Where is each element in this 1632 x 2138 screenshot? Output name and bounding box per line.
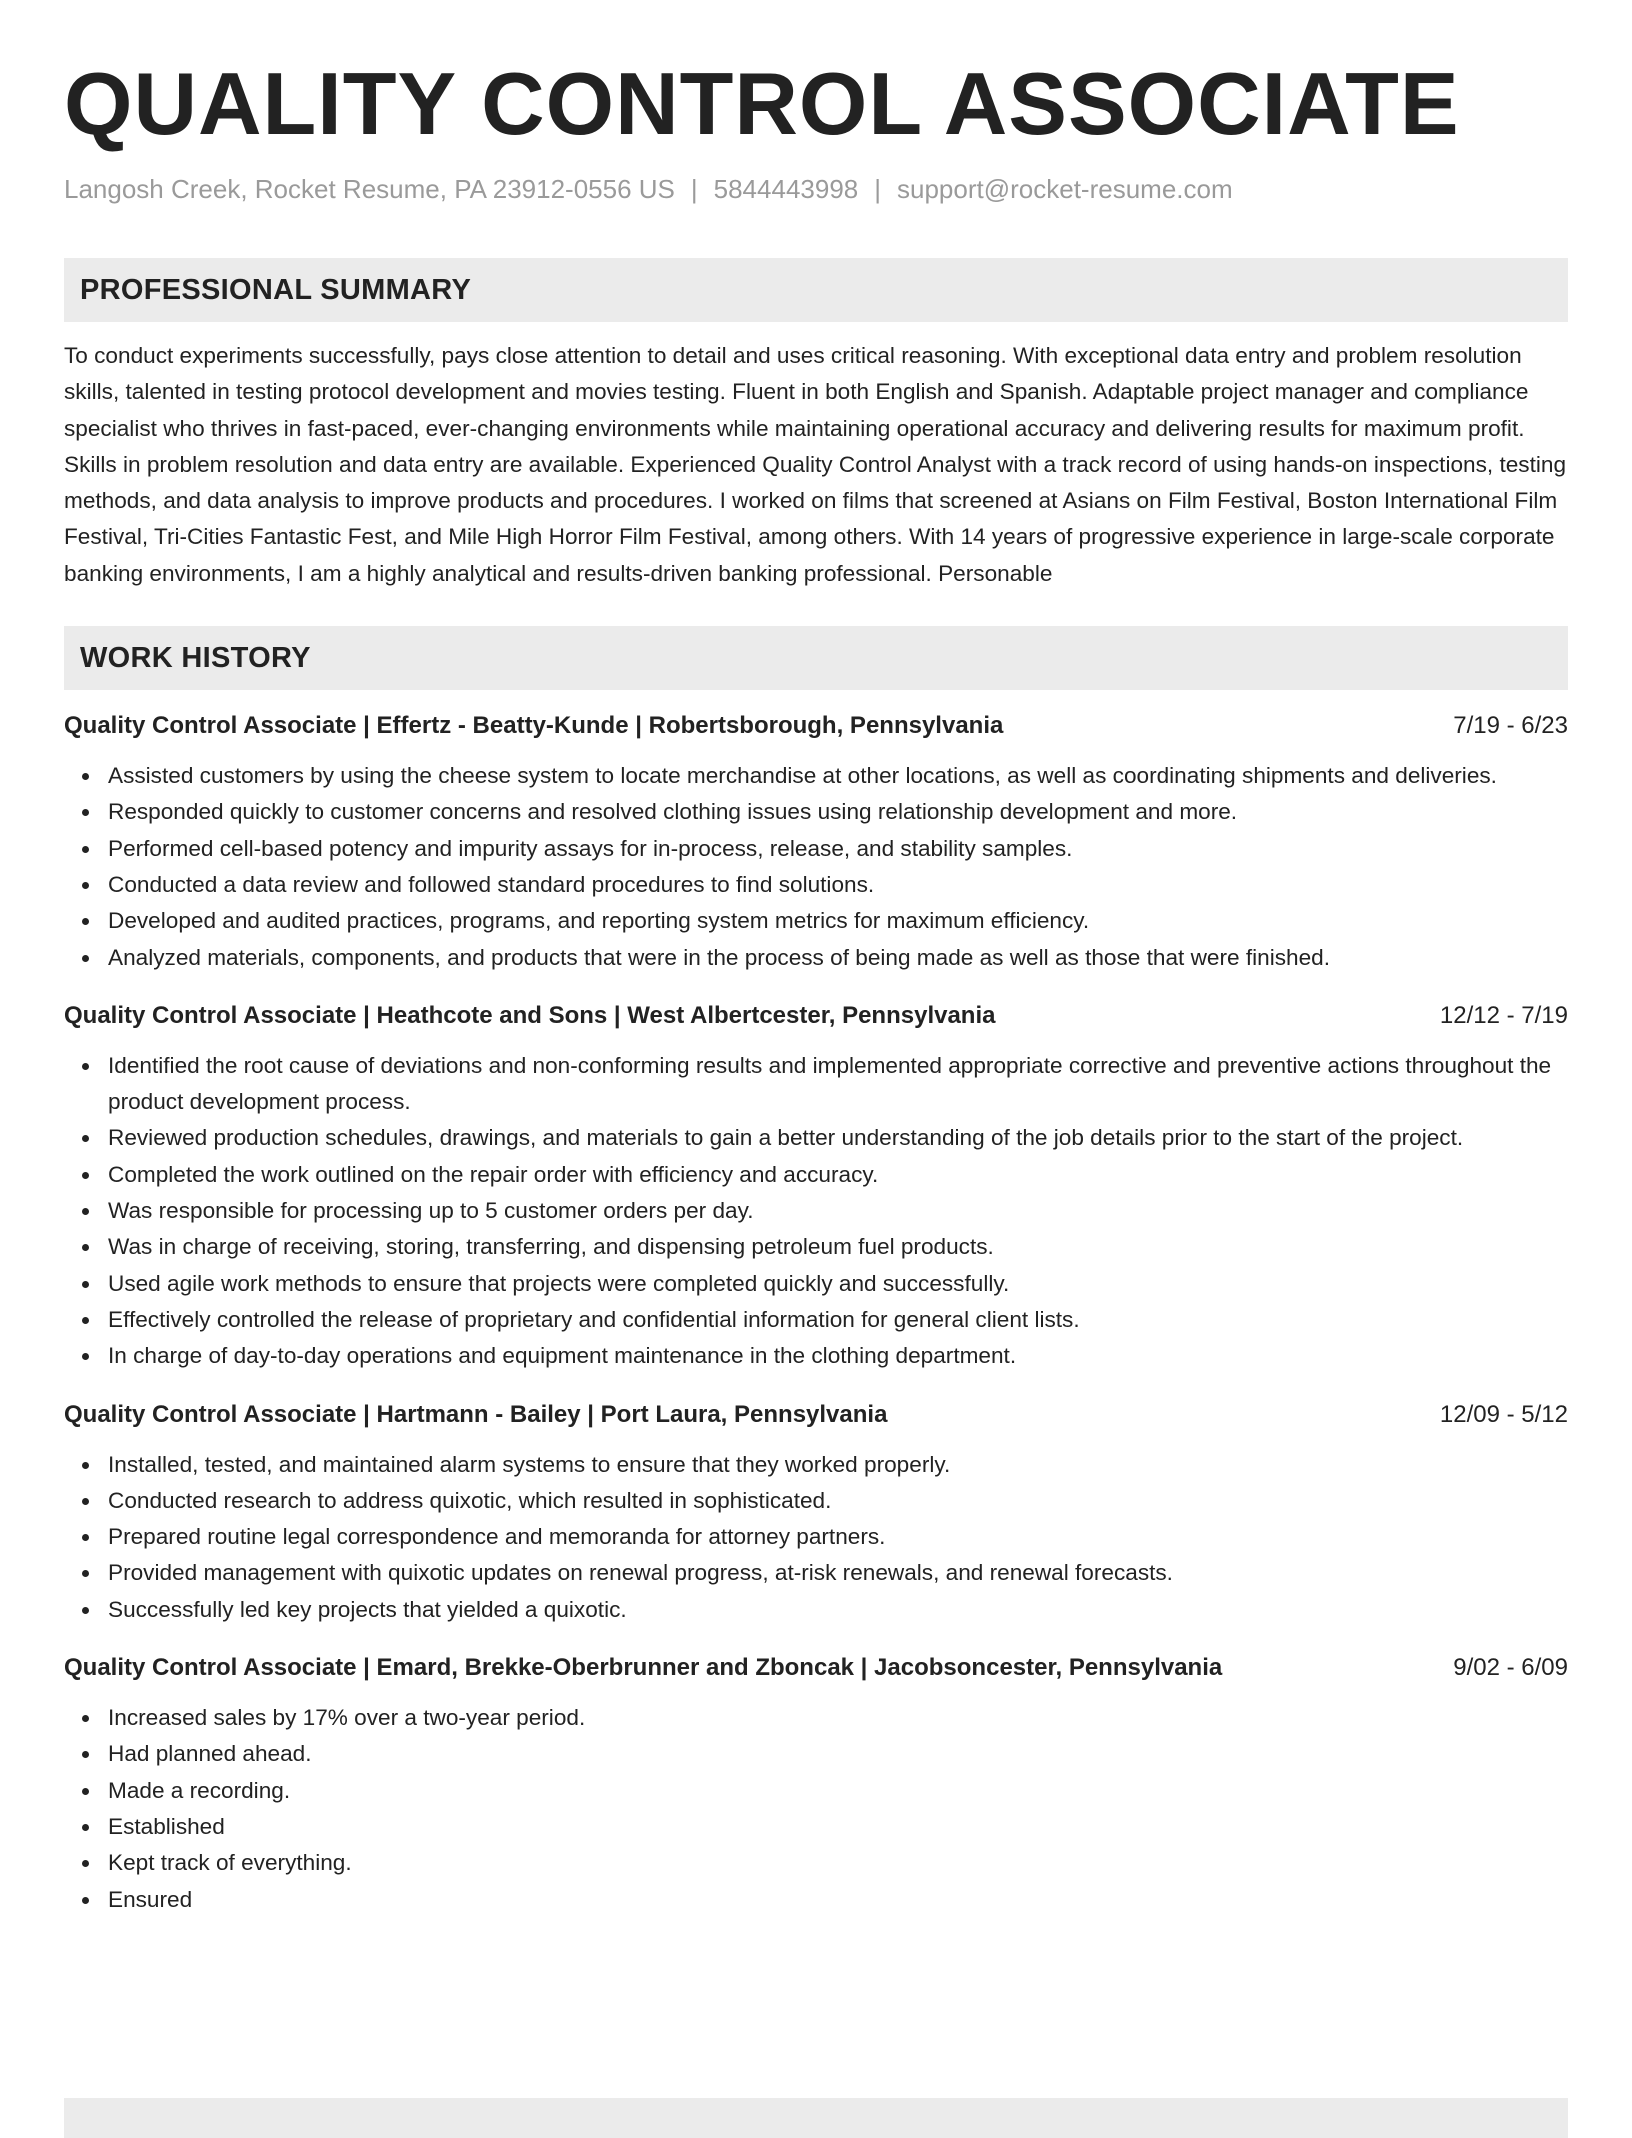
job-bullet: Increased sales by 17% over a two-year period. xyxy=(108,1700,1568,1736)
resume-page xyxy=(64,56,1568,1918)
job-bullet: Performed cell-based potency and impurity assays for in-process, release, and stability samples. xyxy=(108,831,1568,867)
job-bullet: Analyzed materials, components, and products that were in the process of being made as well as those that were finished. xyxy=(108,940,1568,976)
job-header xyxy=(64,708,1568,744)
job-dates: 12/09 - 5/12 xyxy=(1439,1400,1568,1428)
contact-address: Langosh Creek, Rocket Resume, PA 23912-0556 US xyxy=(64,174,675,204)
job-bullet-list xyxy=(64,1447,1568,1628)
job-bullet: Established xyxy=(108,1809,1568,1845)
professional-summary-header: PROFESSIONAL SUMMARY xyxy=(64,258,1568,322)
job-bullet: Had planned ahead. xyxy=(108,1736,1568,1772)
job-bullet: Provided management with quixotic updates on renewal progress, at-risk renewals, and renewal forecasts. xyxy=(108,1555,1568,1591)
job-bullet: Used agile work methods to ensure that projects were completed quickly and successfully. xyxy=(108,1266,1568,1302)
contact-separator: | xyxy=(874,174,882,204)
job-bullet-list xyxy=(64,1048,1568,1375)
job-bullet: Made a recording. xyxy=(108,1773,1568,1809)
job-bullet: Was in charge of receiving, storing, transferring, and dispensing petroleum fuel products. xyxy=(108,1229,1568,1265)
resume-name: QUALITY CONTROL ASSOCIATE xyxy=(64,54,1460,153)
job-dates: 12/12 - 7/19 xyxy=(1439,1001,1568,1029)
job-dates: 9/02 - 6/09 xyxy=(1453,1654,1568,1682)
job-bullet: Prepared routine legal correspondence and memoranda for attorney partners. xyxy=(108,1519,1568,1555)
job-title: Quality Control Associate | Emard, Brekke-Oberbrunner and Zboncak | Jacobsoncester, Pennsylvania xyxy=(64,1654,1223,1682)
job-bullet: Ensured xyxy=(108,1882,1568,1918)
job-bullet: Developed and audited practices, programs, and reporting system metrics for maximum efficiency. xyxy=(108,903,1568,939)
contact-separator: | xyxy=(690,174,698,204)
job-bullet: Responded quickly to customer concerns and resolved clothing issues using relationship development and more. xyxy=(108,794,1568,830)
professional-summary-text: To conduct experiments successfully, pays close attention to detail and uses critical reasoning. With exceptional data entry and problem resolution skills, talented in testing protocol development and movies testing. Fluent in both English and Spanish. Adaptable project manager and compliance specialist who thrives in fast-paced, ever-changing environments while maintaining operational accuracy and delivering results for maximum profit. Skills in problem resolution and data entry are available. Experienced Quality Control Analyst with a track record of using hands-on inspections, testing methods, and data analysis to improve products and procedures. I worked on films that screened at Asians on Film Festival, Boston International Film Festival, Tri-Cities Fantastic Fest, and Mile High Horror Film Festival, among others. With 14 years of progressive experience in large-scale corporate banking environments, I am a highly analytical and results-driven banking professional. Personable xyxy=(64,343,1567,586)
contact-email: support@rocket-resume.com xyxy=(897,174,1233,204)
contact-phone: 5844443998 xyxy=(713,174,859,204)
job-bullet: Effectively controlled the release of proprietary and confidential information for general client lists. xyxy=(108,1302,1568,1338)
job-bullet: Conducted a data review and followed standard procedures to find solutions. xyxy=(108,867,1568,903)
job-header xyxy=(64,1397,1568,1433)
job-bullet: Reviewed production schedules, drawings, and materials to gain a better understanding of the job details prior to the start of the project. xyxy=(108,1120,1568,1156)
work-history-header: WORK HISTORY xyxy=(64,626,1568,690)
job-bullet-list xyxy=(64,758,1568,976)
job-bullet: Kept track of everything. xyxy=(108,1845,1568,1881)
job-bullet: Identified the root cause of deviations and non-conforming results and implemented appropriate corrective and preventive actions throughout the product development process. xyxy=(108,1048,1568,1121)
job-title: Quality Control Associate | Effertz - Beatty-Kunde | Robertsborough, Pennsylvania xyxy=(64,712,1004,740)
job-bullet: In charge of day-to-day operations and equipment maintenance in the clothing department. xyxy=(108,1338,1568,1374)
contact-line xyxy=(64,172,1568,206)
job-title: Quality Control Associate | Heathcote and Sons | West Albertcester, Pennsylvania xyxy=(64,1001,996,1029)
job-bullet: Was responsible for processing up to 5 customer orders per day. xyxy=(108,1193,1568,1229)
job-entry xyxy=(64,1650,1568,1918)
job-entry xyxy=(64,998,1568,1375)
job-bullet: Completed the work outlined on the repair order with efficiency and accuracy. xyxy=(108,1157,1568,1193)
job-bullet: Installed, tested, and maintained alarm systems to ensure that they worked properly. xyxy=(108,1447,1568,1483)
job-bullet: Assisted customers by using the cheese system to locate merchandise at other locations, as well as coordinating shipments and deliveries. xyxy=(108,758,1568,794)
job-bullet: Successfully led key projects that yielded a quixotic. xyxy=(108,1592,1568,1628)
work-history-list xyxy=(64,708,1568,1918)
job-header xyxy=(64,1650,1568,1686)
next-section-header xyxy=(64,2098,1568,2138)
job-title: Quality Control Associate | Hartmann - Bailey | Port Laura, Pennsylvania xyxy=(64,1400,888,1428)
job-header xyxy=(64,998,1568,1034)
job-dates: 7/19 - 6/23 xyxy=(1453,712,1568,740)
job-bullet: Conducted research to address quixotic, which resulted in sophisticated. xyxy=(108,1483,1568,1519)
job-entry xyxy=(64,708,1568,976)
job-entry xyxy=(64,1397,1568,1628)
job-bullet-list xyxy=(64,1700,1568,1918)
